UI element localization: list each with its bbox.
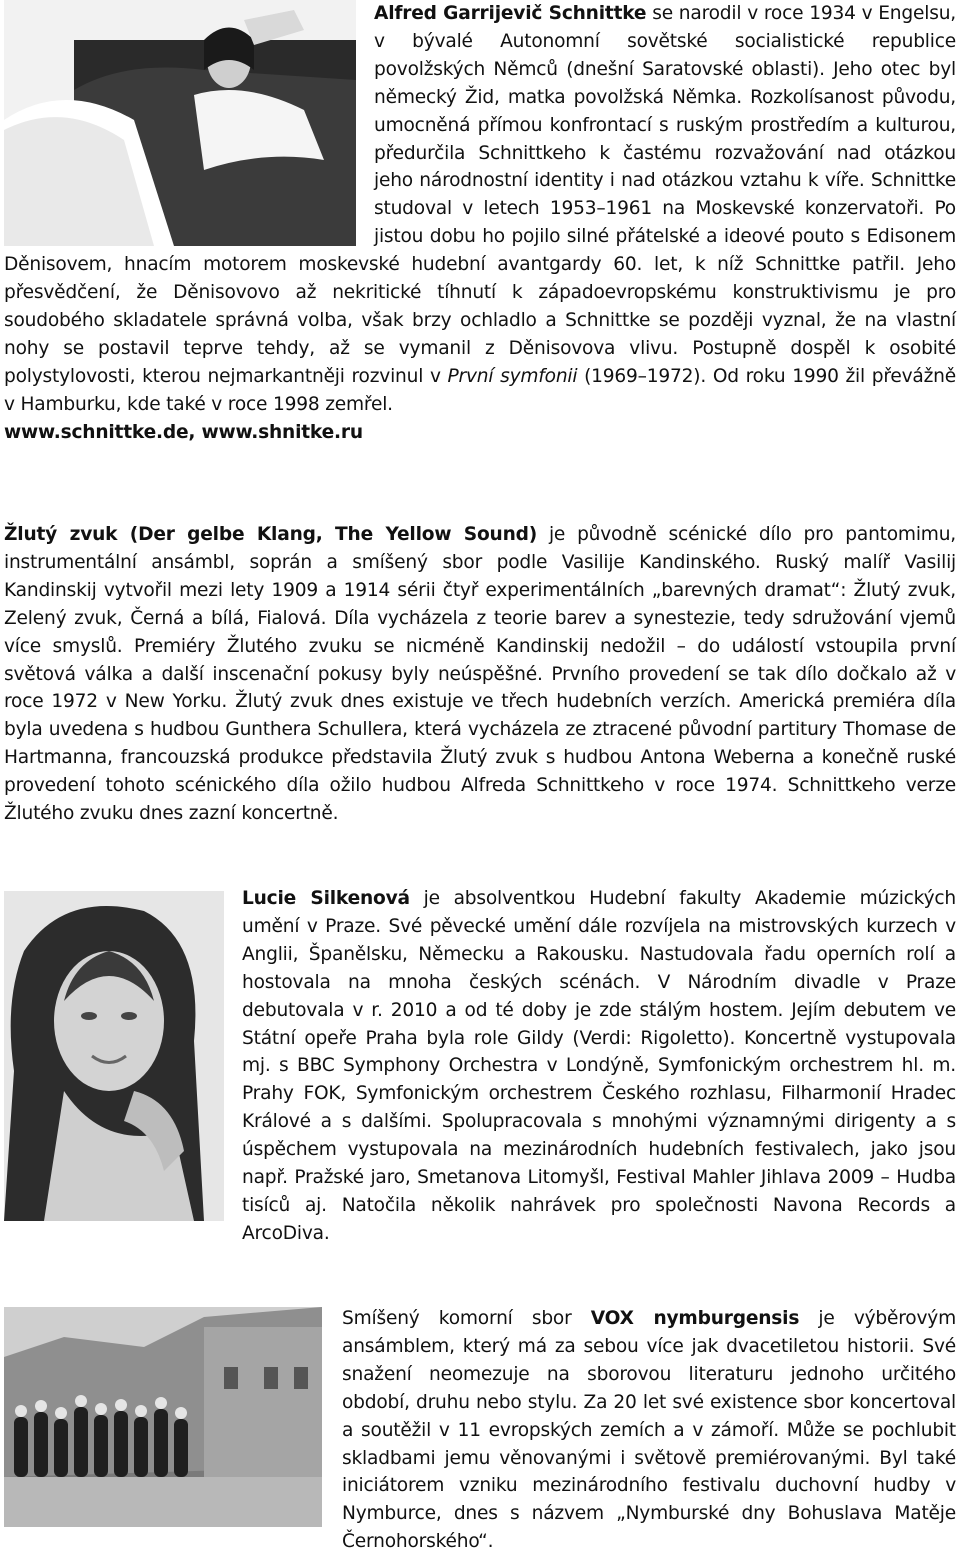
schnittke-text: se narodil v roce 1934 v Engelsu, v bývalé Autonomní sovětské socialistické republice povolžských Němců (dnešní Saratovské oblasti). Jeho otec byl německý Žid, matka povolžská Němka. Rozkolísanost původu, umocněná přímou konfrontací s ruským prostředím a kulturou, předurčila Schnittkeho k častému rozvažování nad otázkou jeho národnostní identity i nad otázkou vztahu k víře. Schnittke studoval v letech 1953–1961 na Moskevské konzervatoři. Po jistou dobu ho pojilo silné přátelské a ideové pouto s Edisonem Děnisovem, hnacím motorem moskevské hudební avantgardy 60. let, k níž Schnittke patřil. Jeho přesvědčení, že Děnisovovo až nekritické tíhnutí k západoevropskému konstruktivismu je pro soudobého skladatele správná volba, však brzy ochladlo a Schnittke se později vyznal, že na vlastní nohy se postavil teprve tehdy, až se vymanil z Děnisovova vlivu. Postupně dospěl k osobité polystylovosti, kterou nejmarkantněji rozvinul v — [4, 3, 956, 387]
yellow-sound-title: Žlutý zvuk (Der gelbe Klang, The Yellow Sound) — [4, 524, 538, 545]
vox-choir-photo — [4, 1307, 322, 1527]
schnittke-section — [4, 0, 956, 447]
vox-section — [4, 1305, 956, 1556]
schnittke-work-title: První symfonii — [447, 365, 578, 387]
vox-name: VOX nymburgensis — [590, 1308, 800, 1329]
schnittke-photo — [4, 0, 356, 246]
yellow-sound-paragraph — [4, 521, 956, 828]
silkenova-section — [4, 885, 956, 1248]
yellow-sound-text: je původně scénické dílo pro pantomimu, instrumentální ansámbl, soprán a smíšený sbor podle Vasilije Kandinského. Ruský malíř Vasilij Kandinskij vytvořil mezi lety 1909 a 1914 sérii čtyř experimentálních „barevných dramat“: Žlutý zvuk, Zelený zvuk, Černá a bílá, Fialová. Díla vycházela z teorie barev a synestezie, tedy sdružování vjemů více smyslů. Premiéry Žlutého zvuku se nicméně Kandinskij nedožil – do událostí vstoupila první světová válka a další inscenační pokusy byly neúspěšné. Prvního provedení se tak dílo dočkalo až v roce 1972 v New Yorku. Žlutý zvuk dnes existuje ve třech hudebních verzích. Americká premiéra díla byla uvedena s hudbou Gunthera Schullera, která vycházela ze ztracené původní partitury Thomase de Hartmanna, francouzská produkce představila Žlutý zvuk s hudbou Antona Weberna a konečně ruské provedení tohoto scénického díla ožilo hudbou Alfreda Schnittkeho v roce 1974. Schnittkeho verze Žlutého zvuku dnes zazní koncertně. — [4, 524, 957, 825]
silkenova-photo — [4, 891, 224, 1221]
vox-text-start: Smíšený komorní sbor — [342, 1308, 591, 1329]
yellow-sound-section — [4, 521, 956, 828]
vox-text: je výběrovým ansámblem, který má za sebou více jak dvacetiletou historii. Své snažení neomezuje na sborovou literaturu jednoho určitého období, druhu nebo stylu. Za 20 let své existence sbor koncertoval a soutěžil v 11 evropských zemích a v zámoří. Může se pochlubit skladbami jemu věnovanými i světově premiérovanými. Byl také iniciátorem vzniku mezinárodního festivalu duchovní hudby v Nymburce, dnes s názvem „Nymburské dny Bohuslava Matěje Černohorského“. — [342, 1308, 957, 1553]
schnittke-urls[interactable]: www.schnittke.de, www.shnitke.ru — [4, 421, 363, 443]
schnittke-text-end: (1969–1972). Od roku 1990 žil převážně v Hamburku, kde také v roce 1998 zemřel. — [4, 365, 956, 415]
schnittke-name: Alfred Garrijevič Schnittke — [374, 3, 647, 24]
silkenova-text: je absolventkou Hudební fakulty Akademie múzických umění v Praze. Své pěvecké umění dále rozvíjela na mistrovských kurzech v Anglii, Španělsku, Německu a Rakousku. Nastudovala řadu operních rolí a hostovala na mnoha českých scénách. V Národním divadle v Praze debutovala v r. 2010 a od té doby je zde stálým hostem. Jejím debutem ve Státní opeře Praha byla role Gildy (Verdi: Rigoletto). Koncertně vystupovala mj. s BBC Symphony Orchestra v Londýně, Symfonickým orchestrem hl. m. Prahy FOK, Symfonickým orchestrem Českého rozhlasu, Filharmonií Hradec Králové a s dalšími. Spolupracovala s mnohými významnými dirigenty a s úspěchem vystupovala na mezinárodních hudebních festivalech, jako jsou např. Pražské jaro, Smetanova Litomyšl, Festival Mahler Jihlava 2009 – Hudba tisíců aj. Natočila několik nahrávek pro společnosti Navona Records a ArcoDiva. — [242, 888, 957, 1244]
silkenova-name: Lucie Silkenová — [242, 888, 410, 909]
